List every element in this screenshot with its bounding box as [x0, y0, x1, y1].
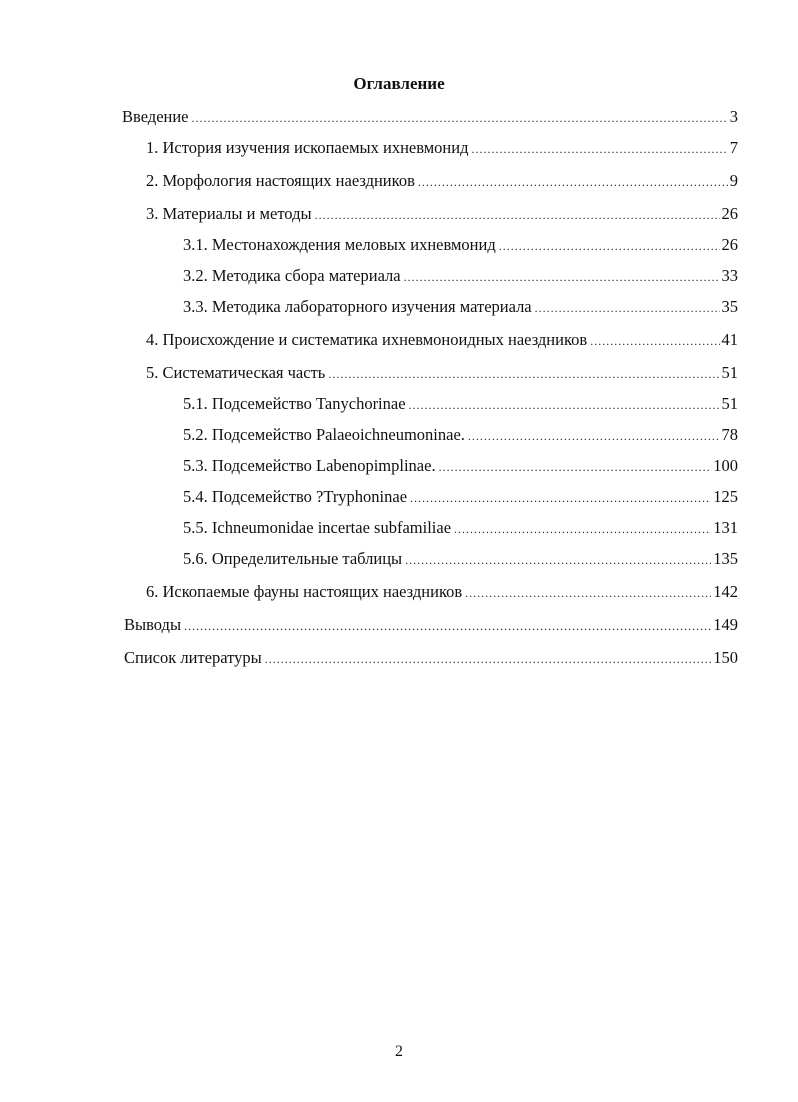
toc-entry-label: 5. Систематическая часть: [146, 363, 326, 382]
toc-entry-conclusions: [124, 614, 738, 636]
toc-entry-chapter-1: [146, 137, 738, 159]
toc-entry-chapter-2: [146, 170, 738, 192]
toc-entry-page: 9: [729, 171, 738, 190]
toc-entry-section-5-5: [183, 517, 738, 539]
dot-leader: [315, 203, 720, 226]
toc-entry-page: 135: [713, 549, 738, 568]
toc-entry-label: 3.2. Методика сбора материала: [183, 266, 401, 285]
toc-entry-label: 5.2. Подсемейство Palaeoichneumoninae.: [183, 425, 465, 444]
toc-entry-page: 7: [729, 138, 738, 157]
toc-entry-section-3-3: [183, 296, 738, 318]
dot-leader: [454, 517, 711, 540]
toc-entry-page: 142: [713, 582, 738, 601]
toc-entry-label: 2. Морфология настоящих наездников: [146, 171, 415, 190]
dot-leader: [465, 581, 711, 604]
toc-entry-references: [124, 647, 738, 669]
toc-entry-section-5-2: [183, 424, 738, 446]
toc-entry-chapter-6: [146, 581, 738, 603]
dot-leader: [471, 137, 727, 160]
toc-entry-label: 5.3. Подсемейство Labenopimplinae.: [183, 456, 436, 475]
dot-leader: [418, 170, 728, 193]
dot-leader: [468, 424, 720, 447]
page-title: Оглавление: [353, 74, 445, 93]
toc-entry-page: 149: [713, 615, 738, 634]
dot-leader: [410, 486, 711, 509]
toc-entry-label: 3.3. Методика лабораторного изучения материала: [183, 297, 532, 316]
toc-entry-page: 51: [721, 363, 738, 382]
toc-entry-label: 5.6. Определительные таблицы: [183, 549, 403, 568]
dot-leader: [590, 329, 719, 352]
toc-entry-label: 5.5. Ichneumonidae incertae subfamiliae: [183, 518, 452, 537]
toc-entry-label: Список литературы: [124, 648, 262, 667]
dot-leader: [409, 393, 720, 416]
toc-entry-chapter-5: [146, 362, 738, 384]
toc-entry-page: 33: [721, 266, 738, 285]
toc-entry-page: 3: [729, 107, 738, 126]
toc-entry-label: 3. Материалы и методы: [146, 204, 312, 223]
dot-leader: [439, 455, 712, 478]
toc-entry-label: Введение: [122, 107, 189, 126]
toc-entry-intro: [122, 106, 738, 128]
dot-leader: [265, 647, 712, 670]
toc-entry-section-5-4: [183, 486, 738, 508]
toc-entry-label: Выводы: [124, 615, 182, 634]
toc-entry-label: 6. Ископаемые фауны настоящих наездников: [146, 582, 463, 601]
toc-entry-page: 26: [721, 204, 738, 223]
dot-leader: [184, 614, 711, 637]
toc-entry-label: 5.1. Подсемейство Tanychorinae: [183, 394, 406, 413]
toc-entry-page: 51: [721, 394, 738, 413]
toc-entry-label: 3.1. Местонахождения меловых ихневмонид: [183, 235, 496, 254]
dot-leader: [499, 234, 720, 257]
toc-entry-page: 26: [721, 235, 738, 254]
dot-leader: [328, 362, 719, 385]
toc-entry-page: 78: [721, 425, 738, 444]
toc-entry-page: 131: [713, 518, 738, 537]
toc-entry-label: 1. История изучения ископаемых ихневмонид: [146, 138, 469, 157]
toc-entry-page: 150: [713, 648, 738, 667]
dot-leader: [404, 265, 720, 288]
dot-leader: [405, 548, 711, 571]
page-number: 2: [395, 1043, 403, 1060]
toc-entry-chapter-4: [146, 329, 738, 351]
toc-entry-label: 4. Происхождение и систематика ихневмоноидных наездников: [146, 330, 588, 349]
toc-entry-section-5-3: [183, 455, 738, 477]
toc-entry-page: 41: [721, 330, 738, 349]
toc-entry-label: 5.4. Подсемейство ?Tryphoninae: [183, 487, 408, 506]
toc-entry-section-5-1: [183, 393, 738, 415]
toc-entry-page: 125: [713, 487, 738, 506]
toc-entry-page: 100: [713, 456, 738, 475]
dot-leader: [535, 296, 720, 319]
toc-entry-section-3-2: [183, 265, 738, 287]
toc-entry-section-3-1: [183, 234, 738, 256]
toc-entry-page: 35: [721, 297, 738, 316]
dot-leader: [192, 106, 728, 129]
toc-entry-section-5-6: [183, 548, 738, 570]
toc-entry-chapter-3: [146, 203, 738, 225]
